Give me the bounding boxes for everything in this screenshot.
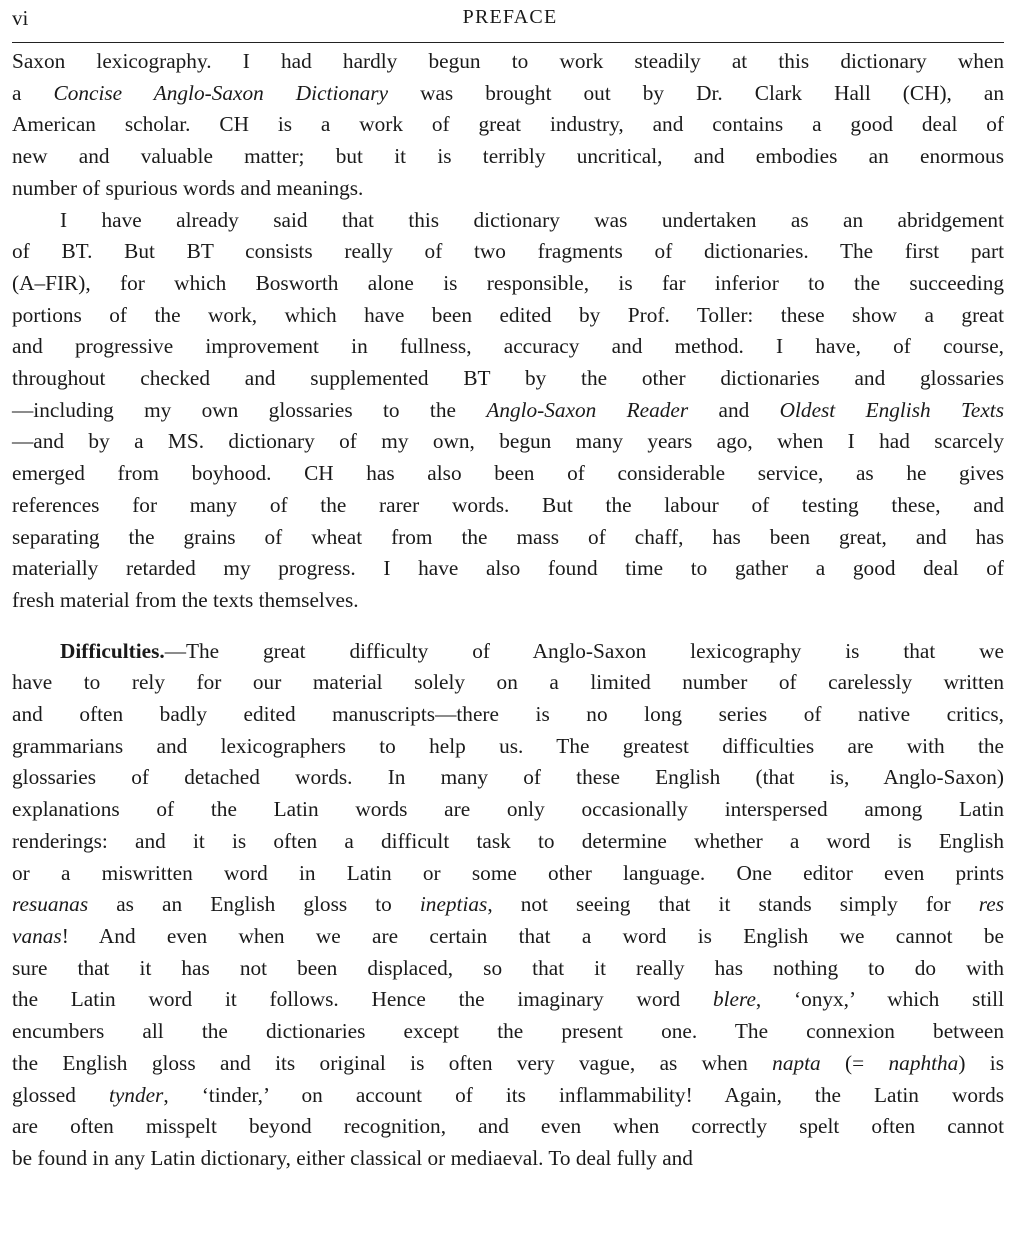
text-line: the Latin word it follows. Hence the imaginary word blere, ‘onyx,’ which still bbox=[12, 987, 1004, 1012]
text-line: glossed tynder, ‘tinder,’ on account of its inflammability! Again, the Latin words bbox=[12, 1082, 1005, 1107]
text-line: Difficulties.—The great difficulty of Anglo-Saxon lexicography is that we bbox=[60, 638, 1004, 663]
text-line: references for many of the rarer words. But the labour of testing these, and bbox=[12, 492, 1004, 517]
text-line: and often badly edited manuscripts—there is no long series of native critics, bbox=[12, 702, 1004, 727]
italic-term: vanas bbox=[12, 923, 62, 948]
text-line: American scholar. CH is a work of great industry, and contains a good deal of bbox=[12, 112, 1004, 137]
text-line: new and valuable matter; but it is terribly uncritical, and embodies an enormous bbox=[12, 144, 1004, 169]
text-line: throughout checked and supplemented BT by the other dictionaries and glossaries bbox=[12, 366, 1004, 391]
header-rule bbox=[12, 42, 1004, 43]
text-line: —including my own glossaries to the Anglo-Saxon Reader and Oldest English Texts bbox=[12, 397, 1004, 422]
italic-term: res bbox=[978, 892, 1004, 917]
section-heading: Difficulties. bbox=[60, 638, 165, 663]
paragraph-abridgement bbox=[12, 205, 1004, 617]
italic-term: naphtha bbox=[888, 1050, 959, 1075]
italic-term: napta bbox=[772, 1050, 821, 1075]
italic-term: Concise Anglo-Saxon Dictionary bbox=[53, 80, 389, 105]
text-line: fresh material from the texts themselves. bbox=[12, 587, 359, 612]
text-line: the English gloss and its original is often very vague, as when napta (= naphtha) is bbox=[12, 1050, 1004, 1075]
body-text bbox=[12, 46, 1004, 1175]
text-line: I have already said that this dictionary was undertaken as an abridgement bbox=[60, 207, 1004, 232]
text-line: (A–FIR), for which Bosworth alone is responsible, is far inferior to the succeeding bbox=[12, 270, 1004, 295]
text-line: resuanas as an English gloss to ineptias, not seeing that it stands simply for res bbox=[12, 892, 1004, 917]
page-number: vi bbox=[12, 6, 29, 30]
italic-term: Anglo-Saxon Reader bbox=[486, 397, 689, 422]
text-line: grammarians and lexicographers to help us. The greatest difficulties are with the bbox=[12, 733, 1004, 758]
text-line: or a miswritten word in Latin or some other language. One editor even prints bbox=[12, 860, 1004, 885]
text-line: materially retarded my progress. I have also found time to gather a good deal of bbox=[12, 556, 1004, 581]
text-line: glossaries of detached words. In many of these English (that is, Anglo-Saxon) bbox=[12, 765, 1004, 790]
text-line: have to rely for our material solely on a limited number of carelessly written bbox=[12, 670, 1004, 695]
paragraph-difficulties bbox=[12, 636, 1004, 1175]
text-line: separating the grains of wheat from the mass of chaff, has been great, and has bbox=[12, 524, 1004, 549]
text-line: a Concise Anglo-Saxon Dictionary was brought out by Dr. Clark Hall (CH), an bbox=[12, 80, 1004, 105]
italic-term: ineptias bbox=[419, 892, 488, 917]
text-line: are often misspelt beyond recognition, and even when correctly spelt often cannot bbox=[12, 1114, 1004, 1139]
italic-term: tynder bbox=[108, 1082, 164, 1107]
text-line: of BT. But BT consists really of two fragments of dictionaries. The first part bbox=[12, 239, 1004, 264]
text-line: vanas! And even when we are certain that a word is English we cannot be bbox=[12, 923, 1004, 948]
paragraph-saxon-lexicography bbox=[12, 46, 1004, 205]
text-line: and progressive improvement in fullness, accuracy and method. I have, of course, bbox=[12, 334, 1004, 359]
text-line: Saxon lexicography. I had hardly begun to work steadily at this dictionary when bbox=[12, 49, 1004, 73]
text-line: be found in any Latin dictionary, either classical or mediaeval. To deal fully and bbox=[12, 1145, 693, 1170]
text-line: number of spurious words and meanings. bbox=[12, 175, 364, 200]
running-head: PREFACE bbox=[462, 6, 558, 28]
text-line: explanations of the Latin words are only occasionally interspersed among Latin bbox=[12, 797, 1004, 822]
page-header bbox=[12, 4, 1008, 40]
text-line: emerged from boyhood. CH has also been of considerable service, as he gives bbox=[12, 461, 1004, 486]
text-line: encumbers all the dictionaries except the present one. The connexion between bbox=[12, 1019, 1004, 1044]
italic-term: Oldest English Texts bbox=[779, 397, 1004, 422]
text-line: sure that it has not been displaced, so that it really has nothing to do with bbox=[12, 955, 1004, 980]
text-line: —and by a MS. dictionary of my own, begun many years ago, when I had scarcely bbox=[12, 429, 1004, 454]
text-line: portions of the work, which have been edited by Prof. Toller: these show a great bbox=[12, 302, 1004, 327]
italic-term: resuanas bbox=[12, 892, 89, 917]
text-line: renderings: and it is often a difficult task to determine whether a word is English bbox=[12, 828, 1004, 853]
italic-term: blere bbox=[712, 987, 756, 1012]
